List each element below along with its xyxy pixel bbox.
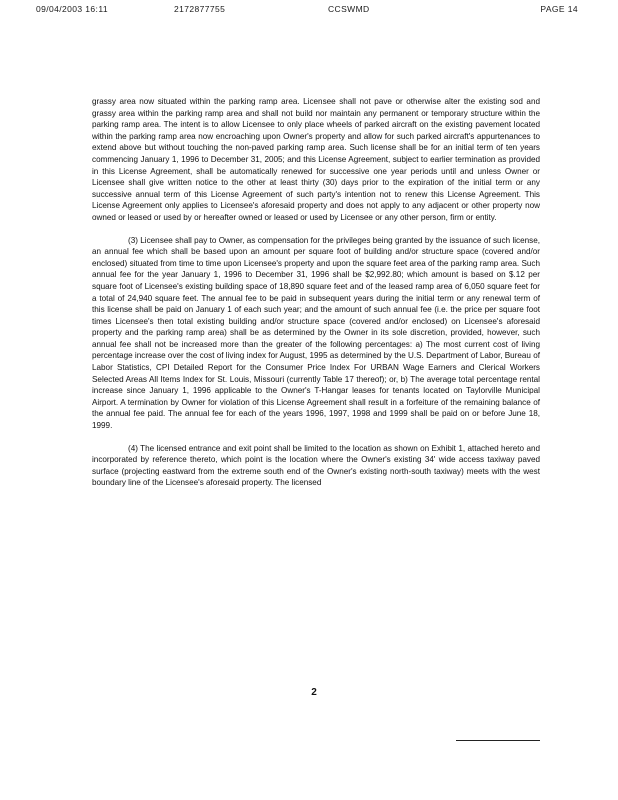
- paragraph-section-4: (4) The licensed entrance and exit point shall be limited to the location as shown on Exhibit 1, attached hereto and incorporated by reference thereto, which point is the location where the Owner's existing 34' wide access taxiway paved surface (projecting eastward from the extreme south end of the Owner's existing north-south taxiway) meets with the west boundary line of the Licensee's aforesaid property. The licensed: [92, 443, 540, 488]
- paragraph-section-3: (3) Licensee shall pay to Owner, as compensation for the privileges being granted by the issuance of such license, an annual fee which shall be based upon an amount per square foot of building and/or structure space (covered and/or enclosed) situated from time to time upon Licensee's property and upon the square feet area of the parking ramp area. Such annual fee for the year January 1, 1996 to December 31, 1996 shall be $2,992.80; which amount is based on $.12 per square foot of Licensee's existing building space of 18,890 square feet and of the leased ramp area of 6,050 square feet for a total of 24,940 square feet. The annual fee to be paid in subsequent years during the initial term or any renewal term of this license shall be paid on January 1 of each such year; and the amount of such annual fee (i.e. the price per square foot times Licensee's then total existing building and/or structure space (covered and/or enclosed) on Licensee's aforesaid property and the parking ramp area) shall be as determined by the Owner in its sole discretion, provided, however, such annual fee shall not be increased more than the greater of the following percentages: a) The most current cost of living percentage increase over the cost of living index for August, 1995 as determined by the U.S. Department of Labor, Bureau of Labor Statistics, CPI Detailed Report for the Consumer Price Index For URBAN Wage Earners and Clerical Workers Selected Areas All Items Index for St. Louis, Missouri (currently Table 17 thereof); or, b) The average total percentage rental increase since January 1, 1996 applicable to the Owner's T-Hangar leases for tenants located on Taylorville Municipal Airport. A termination by Owner for violation of this License Agreement shall result in a forfeiture of the remaining balance of the annual fee paid. The annual fee for each of the years 1996, 1997, 1998 and 1999 shall be paid on or before June 18, 1999.: [92, 235, 540, 431]
- fax-date-time: 09/04/2003 16:11: [36, 4, 108, 14]
- fax-header: [36, 4, 578, 18]
- footer-rule: [456, 740, 540, 741]
- document-body: [92, 96, 540, 489]
- fax-page-label: PAGE 14: [540, 4, 578, 14]
- fax-phone-number: 2172877755: [174, 4, 226, 14]
- page-number: 2: [311, 687, 317, 698]
- fax-sender: CCSWMD: [328, 4, 370, 14]
- paragraph-continuation: grassy area now situated within the parking ramp area. Licensee shall not pave or otherwise alter the existing sod and grassy area within the parking ramp area and shall not build nor maintain any permanent or temporary structure within the parking ramp area. The intent is to allow Licensee to only place wheels of parked aircraft on the existing pavement located within the parking ramp area now encroaching upon Owner's property and allow for such parked aircraft's appurtenances to extend above but without touching the non-paved parking ramp area. Such license shall be for an initial term of ten years commencing January 1, 1996 to December 31, 2005; and this License Agreement, subject to earlier termination as provided in this License Agreement, shall be automatically renewed for successive one year periods until and unless Owner or Licensee shall give written notice to the other at least thirty (30) days prior to the expiration of the initial term or any successive annual term of this License Agreement of such party's intention not to renew this License Agreement. This License Agreement only applies to Licensee's aforesaid property and does not apply to any adjacent or other property now owned or leased or used by or hereafter owned or leased or used by Licensee or any other person, firm or entity.: [92, 97, 540, 222]
